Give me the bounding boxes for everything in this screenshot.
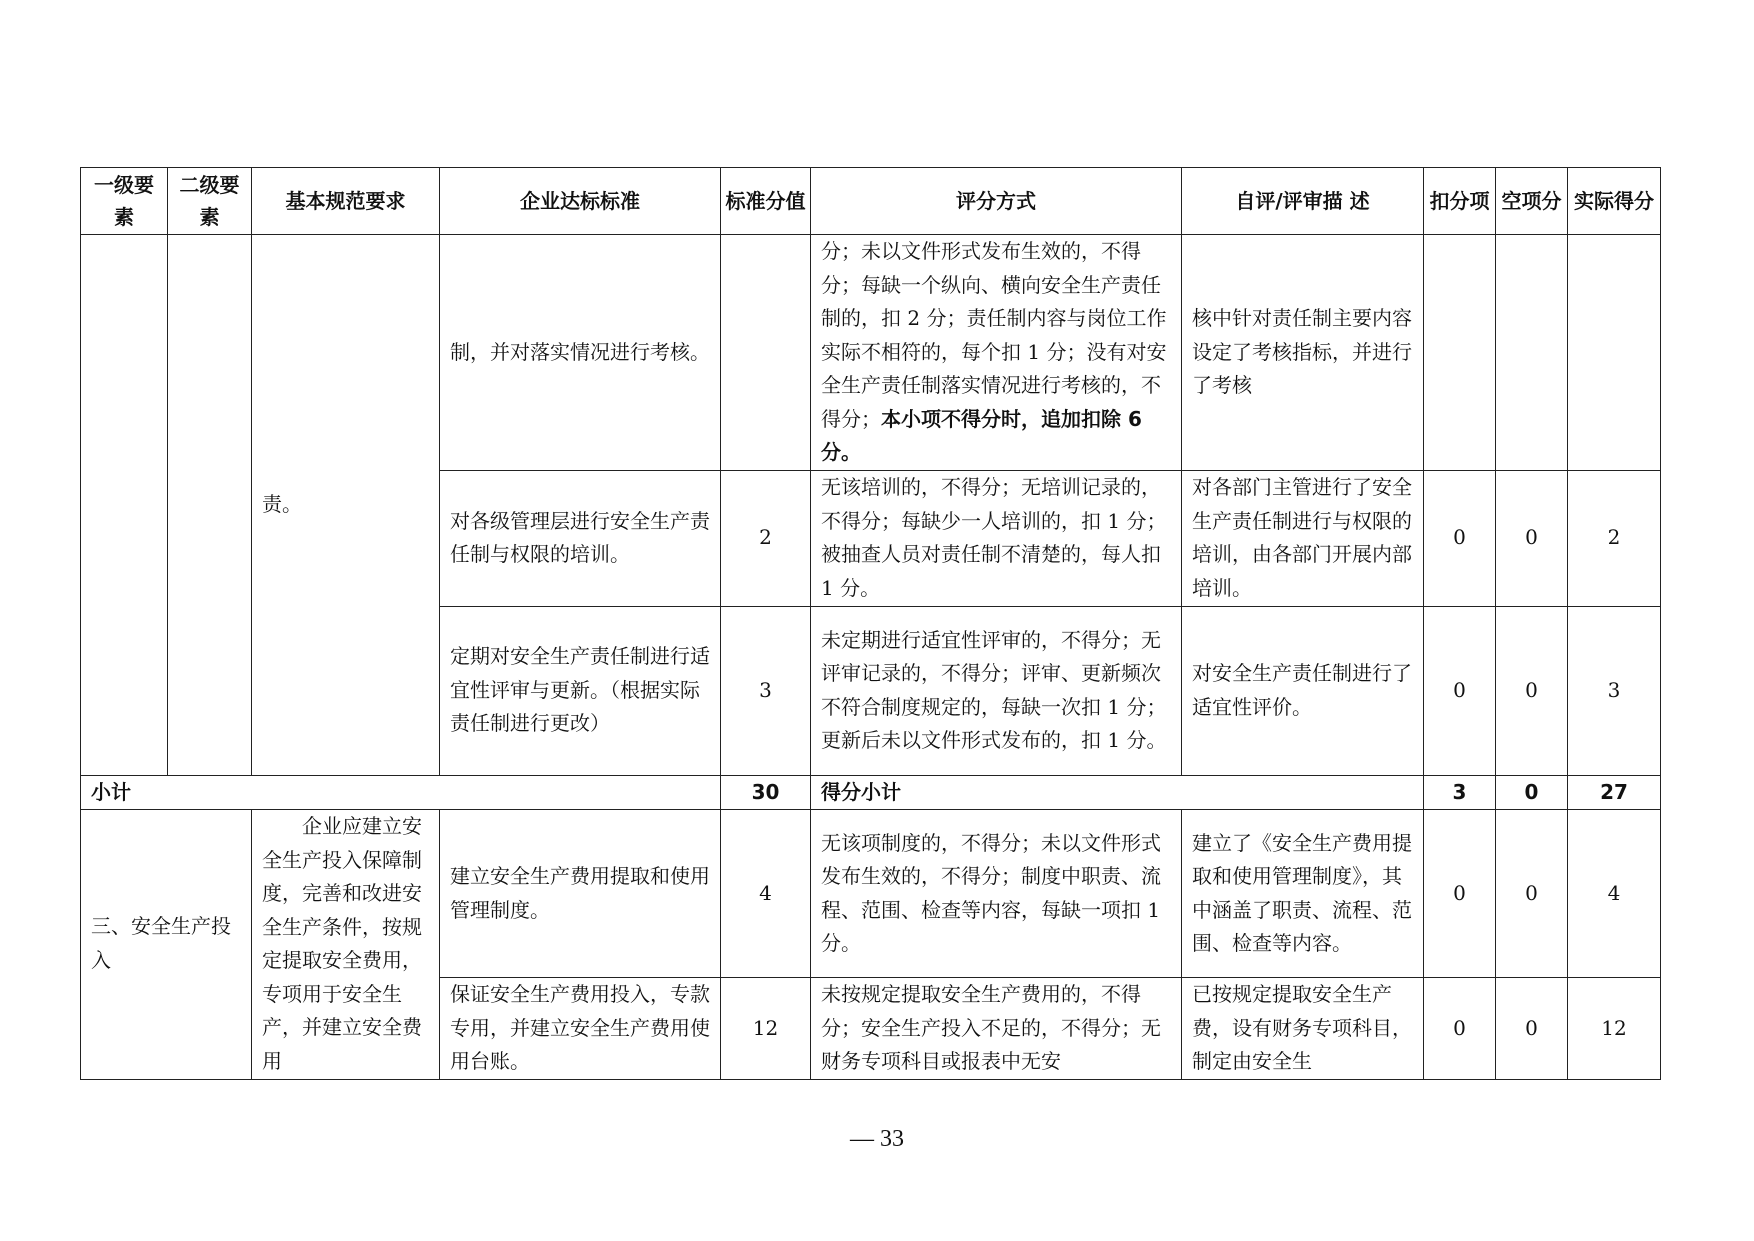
subtotal-deduct: 3	[1424, 775, 1496, 810]
score-cell: 2	[721, 470, 811, 606]
standard-cell: 定期对安全生产责任制进行适宜性评审与更新。（根据实际责任制进行更改）	[440, 606, 721, 775]
header-requirement: 基本规范要求	[252, 168, 440, 235]
method-cell: 无该培训的，不得分；无培训记录的，不得分；每缺少一人培训的，扣 1 分；被抽查人员对责任制不清楚的，每人扣 1 分。	[811, 470, 1182, 606]
method-cell	[811, 235, 1182, 471]
score-cell: 12	[721, 978, 811, 1080]
subtotal-score: 30	[721, 775, 811, 810]
table-row	[81, 235, 1661, 471]
deduct-cell: 0	[1424, 810, 1496, 978]
subtotal-label: 小计	[81, 775, 721, 810]
header-standard: 企业达标标准	[440, 168, 721, 235]
standard-cell: 制，并对落实情况进行考核。	[440, 235, 721, 471]
requirement-cell: 企业应建立安全生产投入保障制度，完善和改进安全生产条件，按规定提取安全费用，专项用于安全生产，并建立安全费用	[252, 810, 440, 1080]
header-level1: 一级要素	[81, 168, 168, 235]
empty-cell: 0	[1496, 978, 1568, 1080]
empty-cell: 0	[1496, 606, 1568, 775]
empty-cell	[1496, 235, 1568, 471]
level1-cell-empty	[81, 235, 168, 776]
subtotal-row	[81, 775, 1661, 810]
score-cell: 4	[721, 810, 811, 978]
page-number: — 33	[850, 1126, 904, 1152]
score-cell	[721, 235, 811, 471]
header-method: 评分方式	[811, 168, 1182, 235]
empty-cell: 0	[1496, 810, 1568, 978]
self-eval-cell: 对各部门主管进行了安全生产责任制进行与权限的培训，由各部门开展内部培训。	[1182, 470, 1424, 606]
empty-cell: 0	[1496, 470, 1568, 606]
requirement-cell: 责。	[252, 235, 440, 776]
method-bold-text: 本小项不得分时，追加扣除 6 分。	[821, 406, 1142, 464]
score-cell: 3	[721, 606, 811, 775]
header-row	[81, 168, 1661, 235]
header-score: 标准分值	[721, 168, 811, 235]
deduct-cell: 0	[1424, 606, 1496, 775]
level2-cell-empty	[168, 235, 252, 776]
method-cell: 无该项制度的，不得分；未以文件形式发布生效的，不得分；制度中职责、流程、范围、检查等内容，每缺一项扣 1 分。	[811, 810, 1182, 978]
evaluation-table	[80, 167, 1661, 1080]
self-eval-cell: 核中针对责任制主要内容设定了考核指标，并进行了考核	[1182, 235, 1424, 471]
standard-cell: 保证安全生产费用投入，专款专用，并建立安全生产费用使用台账。	[440, 978, 721, 1080]
subtotal-score-label: 得分小计	[811, 775, 1424, 810]
deduct-cell	[1424, 235, 1496, 471]
subtotal-empty: 0	[1496, 775, 1568, 810]
method-cell: 未按规定提取安全生产费用的，不得分；安全生产投入不足的，不得分；无财务专项科目或报表中无安	[811, 978, 1182, 1080]
header-level2: 二级要素	[168, 168, 252, 235]
header-deduct: 扣分项	[1424, 168, 1496, 235]
self-eval-cell: 建立了《安全生产费用提取和使用管理制度》，其中涵盖了职责、流程、范围、检查等内容。	[1182, 810, 1424, 978]
actual-cell	[1568, 235, 1661, 471]
header-empty: 空项分	[1496, 168, 1568, 235]
actual-cell: 12	[1568, 978, 1661, 1080]
deduct-cell: 0	[1424, 470, 1496, 606]
actual-cell: 2	[1568, 470, 1661, 606]
actual-cell: 3	[1568, 606, 1661, 775]
header-self-eval: 自评/评审描 述	[1182, 168, 1424, 235]
header-actual: 实际得分	[1568, 168, 1661, 235]
table-row	[81, 810, 1661, 978]
standard-cell: 建立安全生产费用提取和使用管理制度。	[440, 810, 721, 978]
level1-cell: 三、安全生产投入	[81, 810, 252, 1080]
deduct-cell: 0	[1424, 978, 1496, 1080]
subtotal-actual: 27	[1568, 775, 1661, 810]
method-cell: 未定期进行适宜性评审的，不得分；无评审记录的，不得分；评审、更新频次不符合制度规定的，每缺一次扣 1 分；更新后未以文件形式发布的，扣 1 分。	[811, 606, 1182, 775]
standard-cell: 对各级管理层进行安全生产责任制与权限的培训。	[440, 470, 721, 606]
self-eval-cell: 对安全生产责任制进行了适宜性评价。	[1182, 606, 1424, 775]
method-text: 分；未以文件形式发布生效的，不得分；每缺一个纵向、横向安全生产责任制的，扣 2 分；责任制内容与岗位工作实际不相符的，每个扣 1 分；没有对安全生产责任制落实情况进行考核的，不得分；	[821, 239, 1167, 431]
actual-cell: 4	[1568, 810, 1661, 978]
self-eval-cell: 已按规定提取安全生产费，设有财务专项科目，制定由安全生	[1182, 978, 1424, 1080]
